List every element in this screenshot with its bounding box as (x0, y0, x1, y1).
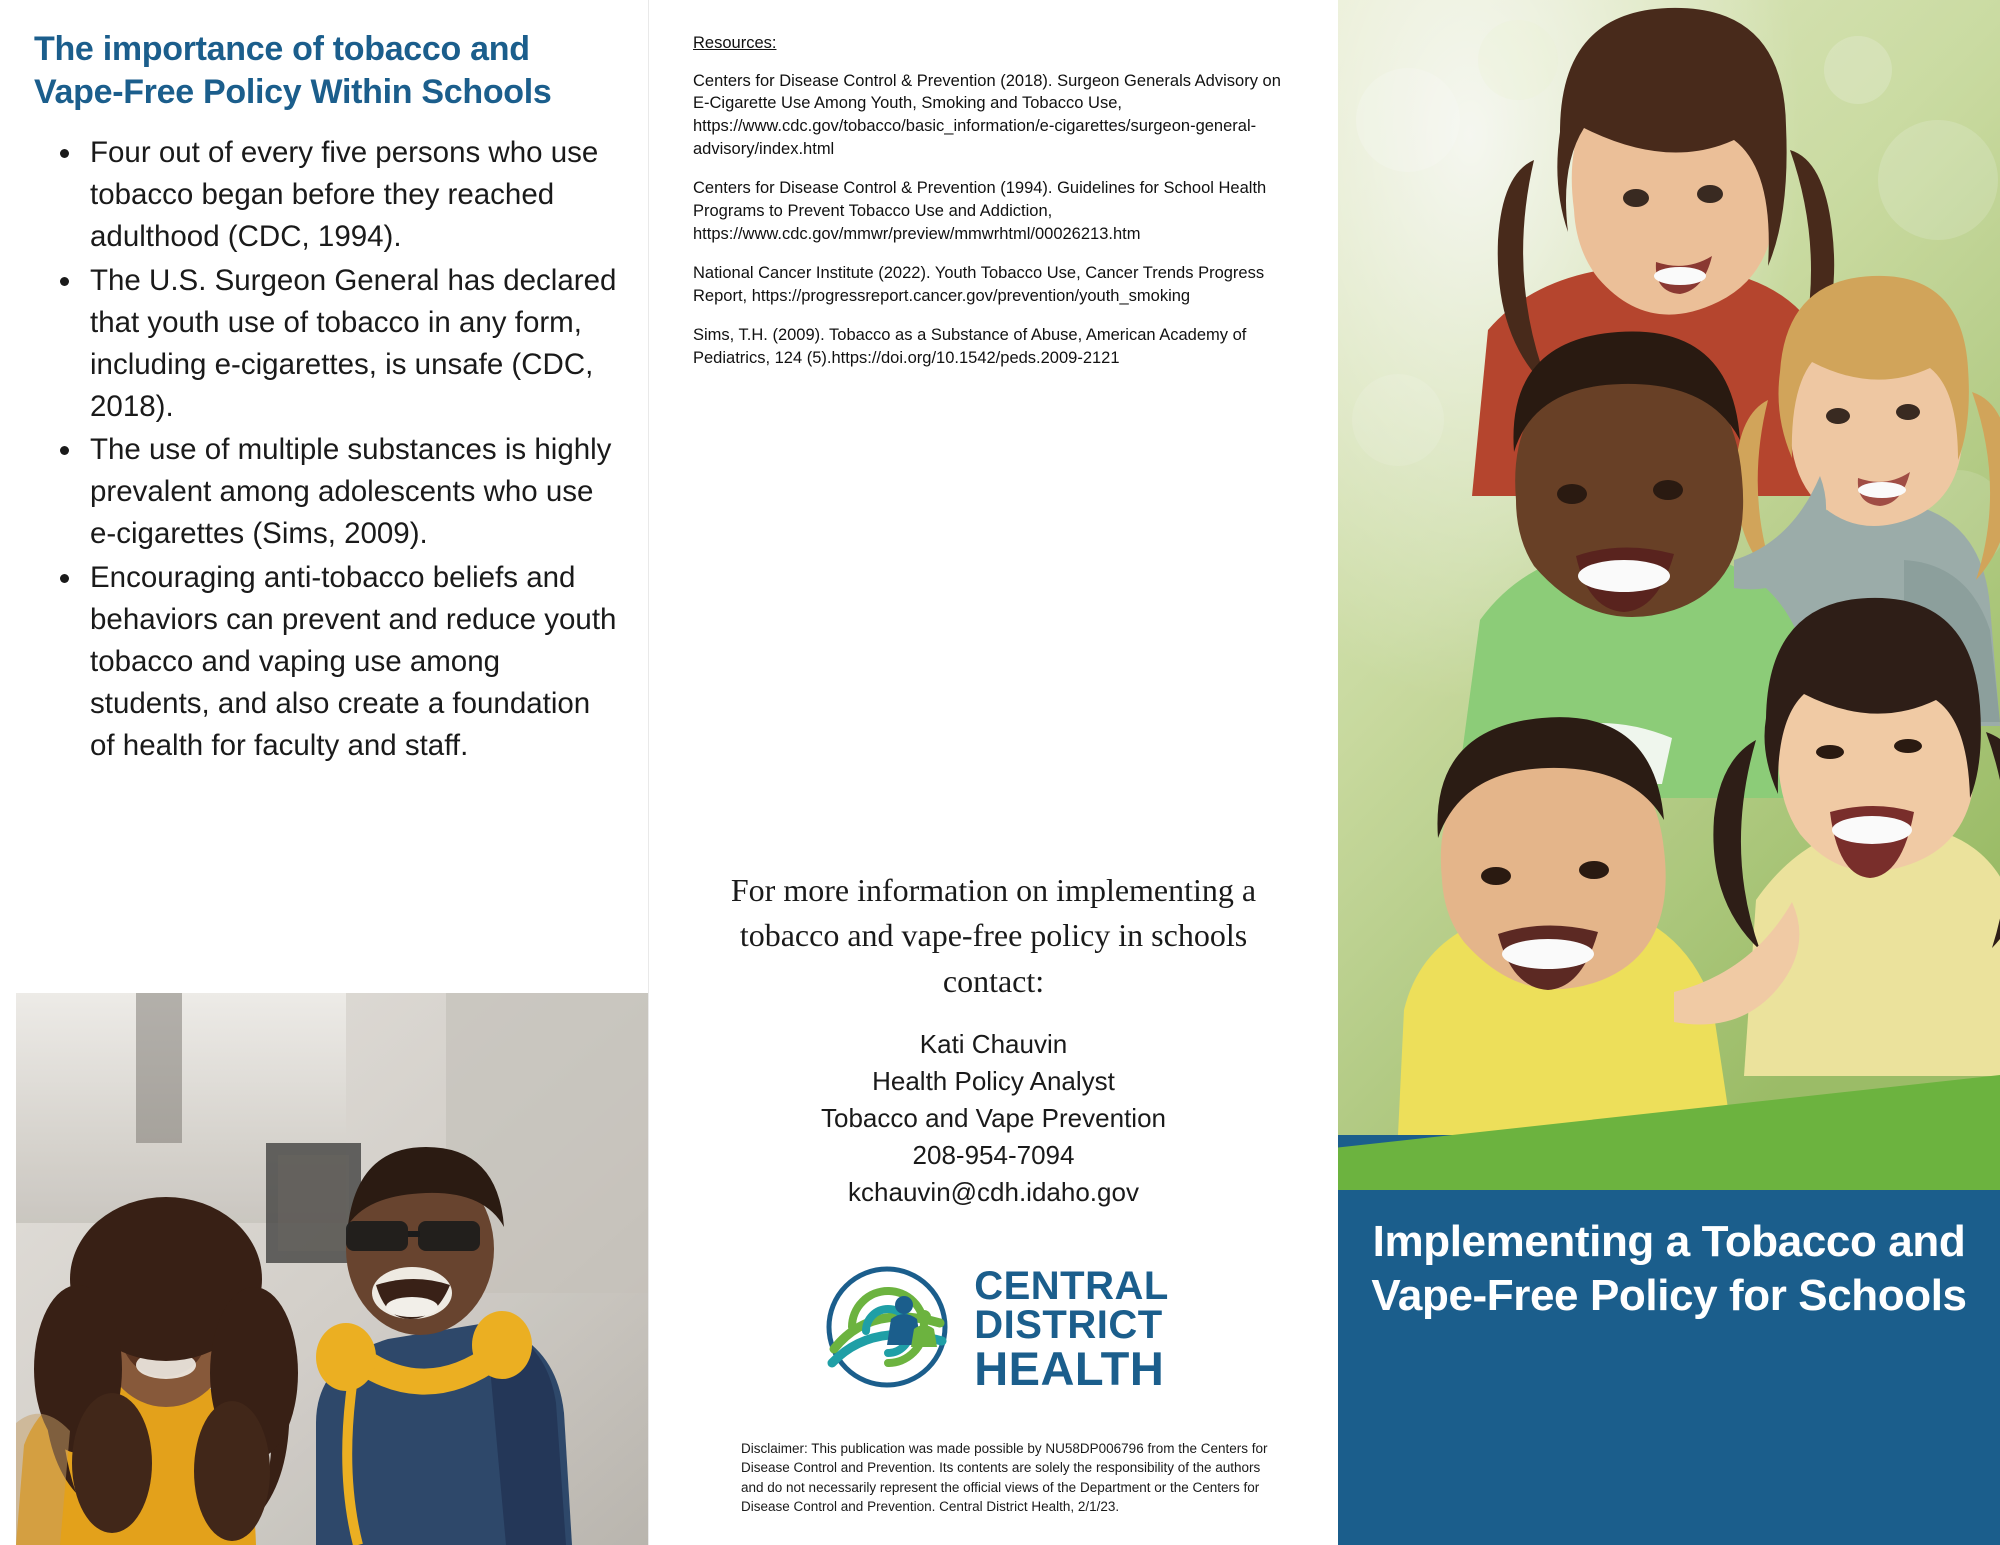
contact-email[interactable]: kchauvin@cdh.idaho.gov (848, 1176, 1139, 1207)
logo-mark-icon (818, 1265, 956, 1394)
contact-block (649, 868, 1338, 1211)
resources-heading: Resources: (693, 34, 777, 52)
panel-middle (648, 0, 1338, 1545)
resource-entry: Centers for Disease Control & Prevention (2018). Surgeon Generals Advisory on E-Cigarette Use Among Youth, Smoking and Tobacco Use, https://www.cdc.gov/tobacco/basic_information/e-cigarettes/surgeon-general-advisory/index.html (693, 71, 1281, 158)
cover-title: Implementing a Tobacco and Vape-Free Policy for Schools (1371, 1217, 1967, 1320)
contact-program: Tobacco and Vape Prevention (821, 1103, 1166, 1134)
panel-right-cover (1338, 0, 2000, 1545)
page-title: The importance of tobacco and Vape-Free Policy Within Schools (34, 30, 552, 112)
list-item: Encouraging anti-tobacco beliefs and behaviors can prevent and reduce youth tobacco and vaping use among students, and also create a foundation of health for faculty and staff. (90, 557, 620, 766)
contact-lead-text: For more information on implementing a tobacco and vape-free policy in schools contact: (730, 872, 1257, 999)
students-photo-cover (1338, 0, 2000, 1135)
contact-phone[interactable]: 208-954-7094 (912, 1140, 1075, 1171)
central-district-health-logo (649, 1265, 1338, 1394)
disclaimer-text: Disclaimer: This publication was made possible by NU58DP006796 from the Centers for Disease Control and Prevention. Its contents are solely the responsibility of the authors and do not necessarily represent the official views of the Department or the Centers for Disease Control and Prevention. Central District Health, 2/1/23. (741, 1440, 1268, 1515)
key-facts-list (34, 132, 620, 766)
resource-entry: Centers for Disease Control & Prevention (1994). Guidelines for School Health Programs to Prevent Tobacco Use and Addiction, https://www.cdc.gov/mmwr/preview/mmwrhtml/00026213.htm (693, 179, 1267, 243)
students-photo-left (16, 993, 648, 1545)
panel-left (0, 0, 648, 1545)
logo-line-2: DISTRICT (974, 1303, 1163, 1348)
list-item: Four out of every five persons who use tobacco began before they reached adulthood (CDC, 1994). (90, 132, 620, 258)
list-item: The U.S. Surgeon General has declared that youth use of tobacco in any form, including e-cigarettes, is unsafe (CDC, 2018). (90, 260, 620, 428)
contact-name: Kati Chauvin (919, 1029, 1068, 1060)
logo-line-1: CENTRAL (974, 1264, 1169, 1309)
resource-entry: Sims, T.H. (2009). Tobacco as a Substance of Abuse, American Academy of Pediatrics, 124 (5).https://doi.org/10.1542/peds.2009-2121 (693, 325, 1247, 367)
list-item: The use of multiple substances is highly prevalent among adolescents who use e-cigarettes (Sims, 2009). (90, 429, 620, 555)
resource-entry: National Cancer Institute (2022). Youth Tobacco Use, Cancer Trends Progress Report, https://progressreport.cancer.gov/prevention/youth_smoking (693, 263, 1265, 305)
logo-wordmark (974, 1264, 1169, 1395)
contact-title: Health Policy Analyst (872, 1066, 1115, 1097)
logo-line-3: HEALTH (974, 1341, 1165, 1395)
